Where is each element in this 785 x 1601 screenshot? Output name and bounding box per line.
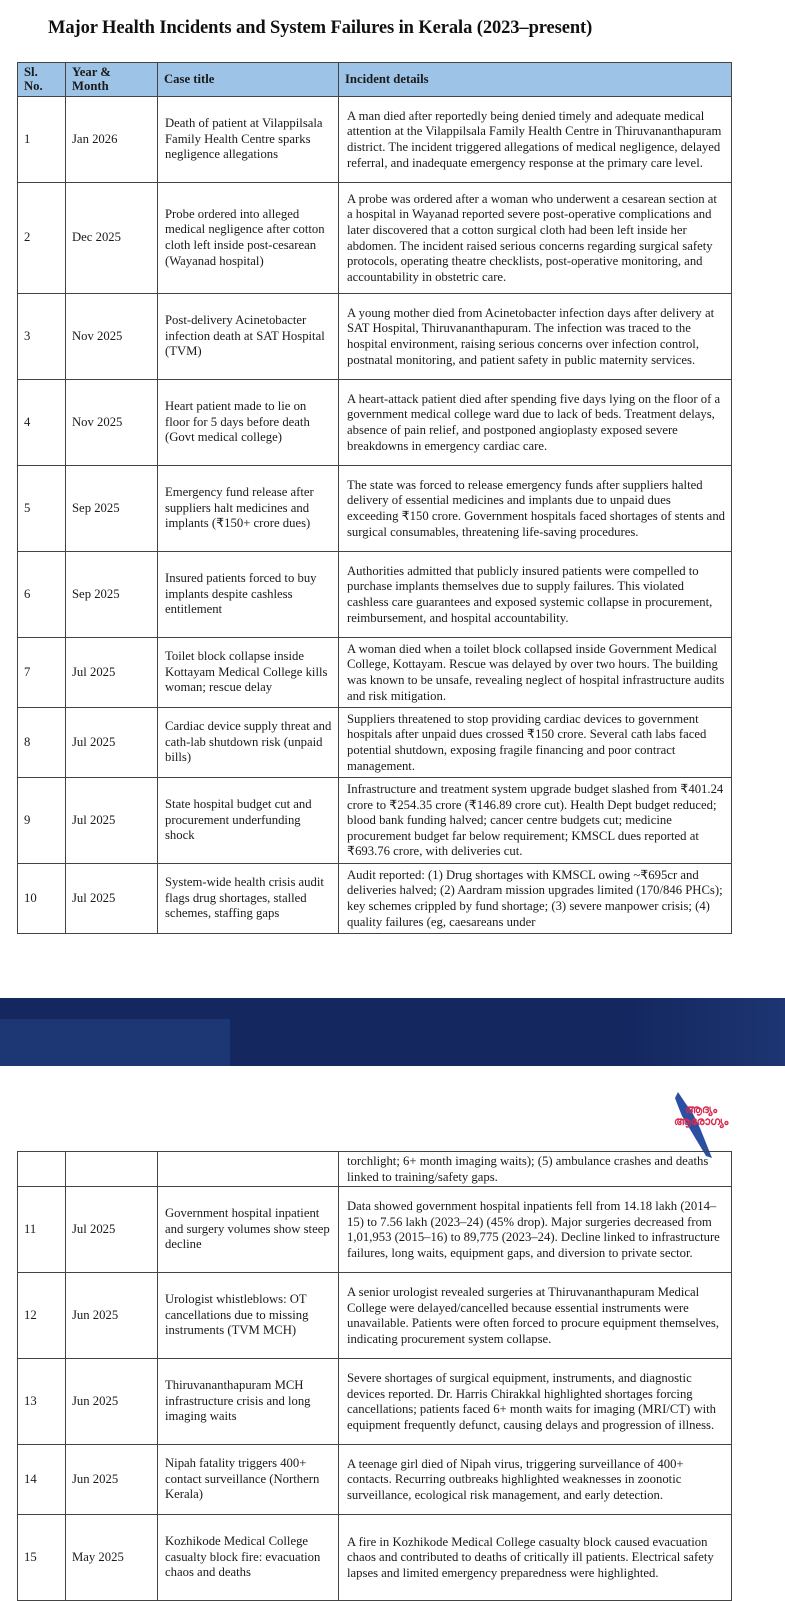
table-row: [18, 294, 732, 380]
table-row: [18, 708, 732, 778]
cell-month: Jul 2025: [66, 638, 158, 708]
cell-sl-no: 14: [18, 1445, 66, 1515]
cell-sl-no: 15: [18, 1515, 66, 1601]
cell-details: A young mother died from Acinetobacter infection days after delivery at SAT Hospital, Thiruvananthapuram. The infection was traced to the hospital environment, raising serious concerns over infection control, postnatal monitoring, and patient safety in public maternity services.: [339, 294, 732, 380]
logo-text-line1: ആദ്യം: [685, 1103, 718, 1116]
table-row: [18, 1445, 732, 1515]
table-row: [18, 466, 732, 552]
table-row: [18, 1515, 732, 1601]
cell-title: Government hospital inpatient and surgery volumes show steep decline: [158, 1187, 339, 1273]
cell-month: Nov 2025: [66, 380, 158, 466]
header-incident-details: Incident details: [339, 63, 732, 97]
header-year-month: Year & Month: [66, 63, 158, 97]
header-case-title: Case title: [158, 63, 339, 97]
kerala-health-logo: [656, 1090, 756, 1160]
cell-title: Post-delivery Acinetobacter infection death at SAT Hospital (TVM): [158, 294, 339, 380]
cell-sl-no: 3: [18, 294, 66, 380]
cell-sl-no: 13: [18, 1359, 66, 1445]
incidents-table-part2: [17, 1151, 732, 1601]
banner-shade: [0, 1019, 230, 1066]
cell-title: Probe ordered into alleged medical negligence after cotton cloth left inside post-cesarean (Wayanad hospital): [158, 183, 339, 294]
table-row: [18, 1359, 732, 1445]
cell-title: Heart patient made to lie on floor for 5 days before death (Govt medical college): [158, 380, 339, 466]
cell-month: Jul 2025: [66, 1187, 158, 1273]
cell-details: A teenage girl died of Nipah virus, triggering surveillance of 400+ contacts. Recurring outbreaks highlighted weaknesses in zoonotic surveillance, ecological risk management, and early detection.: [339, 1445, 732, 1515]
logo-text-line2: ആരോഗ്യം: [674, 1115, 729, 1128]
cell-month: May 2025: [66, 1515, 158, 1601]
cell-title: Urologist whistleblows: OT cancellations due to missing instruments (TVM MCH): [158, 1273, 339, 1359]
cell-sl-no: 7: [18, 638, 66, 708]
cell-title: Emergency fund release after suppliers halt medicines and implants (₹150+ crore dues): [158, 466, 339, 552]
cell-details: A man died after reportedly being denied timely and adequate medical attention at the Vilappilsala Family Health Centre in Thiruvananthapuram district. The incident triggered allegations of medical negligence, delayed referral, and inadequate emergency response at the primary care level.: [339, 97, 732, 183]
cell-details: A fire in Kozhikode Medical College casualty block caused evacuation chaos and contributed to deaths of critically ill patients. Electrical safety lapses and limited emergency preparedness were highlighted.: [339, 1515, 732, 1601]
cell-title: Nipah fatality triggers 400+ contact surveillance (Northern Kerala): [158, 1445, 339, 1515]
cell-title: System-wide health crisis audit flags drug shortages, stalled schemes, staffing gaps: [158, 864, 339, 934]
cell-title: Insured patients forced to buy implants despite cashless entitlement: [158, 552, 339, 638]
cell-details: Suppliers threatened to stop providing cardiac devices to government hospitals after unpaid dues crossed ₹150 crore. Several cath labs faced potential shutdown, exposing fragile financing and poor contract management.: [339, 708, 732, 778]
table-row: [18, 638, 732, 708]
table-row: [18, 1273, 732, 1359]
cell-month: Jul 2025: [66, 708, 158, 778]
cell-month: Jun 2025: [66, 1445, 158, 1515]
table-row: [18, 864, 732, 934]
cell-details: Data showed government hospital inpatients fell from 14.18 lakh (2014–15) to 7.56 lakh (2023–24) (45% drop). Major surgeries decreased from 1,01,953 (2015–16) to 89,775 (2023–24). Decline linked to infrastructure failures, long waits, equipment gaps, and diversion to private sector.: [339, 1187, 732, 1273]
table-row: [18, 380, 732, 466]
cell-details: A senior urologist revealed surgeries at Thiruvananthapuram Medical College were delayed/cancelled because essential instruments were unavailable. Patients were often forced to procure equipment themselves, indicating procurement system collapse.: [339, 1273, 732, 1359]
cell-month: Sep 2025: [66, 552, 158, 638]
cell-month: Jun 2025: [66, 1273, 158, 1359]
cell-sl-no: [18, 1152, 66, 1187]
cell-sl-no: 1: [18, 97, 66, 183]
cell-sl-no: 9: [18, 778, 66, 864]
cell-details: torchlight; 6+ month imaging waits); (5) ambulance crashes and deaths linked to training/safety gaps.: [339, 1152, 732, 1187]
cell-sl-no: 4: [18, 380, 66, 466]
table-row: [18, 778, 732, 864]
cell-sl-no: 8: [18, 708, 66, 778]
incidents-table-part1: [17, 62, 732, 934]
table-row-continuation: [18, 1152, 732, 1187]
cell-month: Nov 2025: [66, 294, 158, 380]
cell-month: [66, 1152, 158, 1187]
cell-sl-no: 11: [18, 1187, 66, 1273]
cell-sl-no: 6: [18, 552, 66, 638]
table-row: [18, 183, 732, 294]
cell-details: Audit reported: (1) Drug shortages with KMSCL owing ~₹695cr and deliveries halved; (2) Aardram mission upgrades limited (170/846 PHCs); key schemes crippled by fund shortage; (3) severe manpower crisis; (4) quality failures (eg, caesareans under: [339, 864, 732, 934]
cell-sl-no: 5: [18, 466, 66, 552]
cell-month: Dec 2025: [66, 183, 158, 294]
cell-details: Severe shortages of surgical equipment, instruments, and diagnostic devices reported. Dr. Harris Chirakkal highlighted shortages forcing cancellations; patients faced 6+ month waits for imaging (MRI/CT) with equipment frequently defunct, causing delays and progression of illness.: [339, 1359, 732, 1445]
table-header-row: [18, 63, 732, 97]
cell-title: [158, 1152, 339, 1187]
cell-details: A probe was ordered after a woman who underwent a cesarean section at a hospital in Wayanad reported severe post-operative complications and later discovered that a cotton surgical cloth had been left inside her abdomen. The incident raised serious concerns regarding surgical safety protocols, operating theatre checklists, post-operative monitoring, and accountability in obstetric care.: [339, 183, 732, 294]
cell-month: Jul 2025: [66, 864, 158, 934]
cell-sl-no: 2: [18, 183, 66, 294]
table-row: [18, 552, 732, 638]
separator-banner: [0, 998, 785, 1066]
cell-month: Jul 2025: [66, 778, 158, 864]
table-row: [18, 97, 732, 183]
cell-month: Jan 2026: [66, 97, 158, 183]
cell-sl-no: 10: [18, 864, 66, 934]
page-title: Major Health Incidents and System Failures in Kerala (2023–present): [48, 18, 593, 38]
table-row: [18, 1187, 732, 1273]
cell-details: The state was forced to release emergency funds after suppliers halted delivery of essential medicines and implants due to unpaid dues exceeding ₹150 crore. Government hospitals faced shortages of stents and surgical consumables, threatening life-saving procedures.: [339, 466, 732, 552]
cell-month: Jun 2025: [66, 1359, 158, 1445]
banner-gradient: [625, 998, 785, 1066]
cell-title: Toilet block collapse inside Kottayam Medical College kills woman; rescue delay: [158, 638, 339, 708]
header-sl-no: Sl. No.: [18, 63, 66, 97]
cell-details: A heart-attack patient died after spending five days lying on the floor of a government medical college ward due to lack of beds. Treatment delays, absence of pain relief, and postponed angioplasty exposed severe breakdowns in emergency cardiac care.: [339, 380, 732, 466]
cell-title: Death of patient at Vilappilsala Family Health Centre sparks negligence allegations: [158, 97, 339, 183]
cell-details: Authorities admitted that publicly insured patients were compelled to purchase implants themselves due to supply failures. This violated cashless care guarantees and exposed systemic collapse in procurement, reimbursement, and hospital accountability.: [339, 552, 732, 638]
cell-title: State hospital budget cut and procurement underfunding shock: [158, 778, 339, 864]
cell-details: A woman died when a toilet block collapsed inside Government Medical College, Kottayam. Rescue was delayed by over two hours. The building was known to be unsafe, revealing neglect of hospital infrastructure audits and risk mitigation.: [339, 638, 732, 708]
cell-title: Thiruvananthapuram MCH infrastructure crisis and long imaging waits: [158, 1359, 339, 1445]
cell-details: Infrastructure and treatment system upgrade budget slashed from ₹401.24 crore to ₹254.35 crore (₹146.89 crore cut). Health Dept budget reduced; blood bank funding halved; cancer centre budgets cut; medicine procurement budget far below requirement; KMSCL dues reported at ₹693.76 crore, with deliveries cut.: [339, 778, 732, 864]
cell-sl-no: 12: [18, 1273, 66, 1359]
cell-month: Sep 2025: [66, 466, 158, 552]
cell-title: Cardiac device supply threat and cath-lab shutdown risk (unpaid bills): [158, 708, 339, 778]
cell-title: Kozhikode Medical College casualty block fire: evacuation chaos and deaths: [158, 1515, 339, 1601]
logo-text: [674, 1104, 728, 1128]
